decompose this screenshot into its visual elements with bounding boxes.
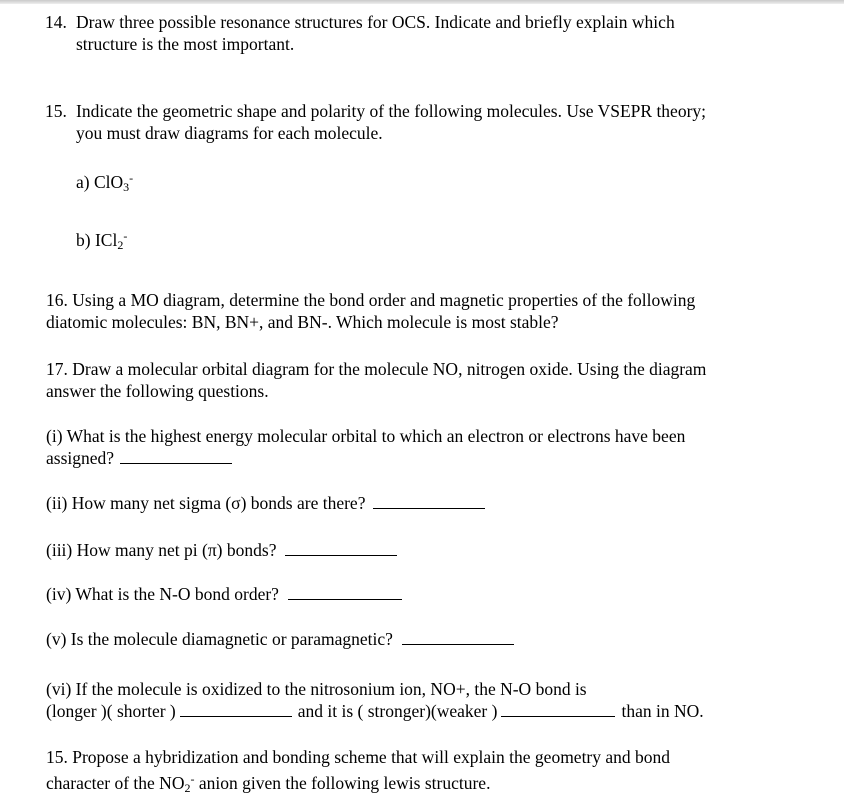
q14-line-1	[45, 11, 675, 33]
question-17	[46, 358, 706, 402]
q16-line-2: diatomic molecules: BN, BN+, and BN-. Which molecule is most stable?	[46, 312, 559, 332]
q17-ii-answer-blank[interactable]	[373, 493, 485, 509]
q17-line-2: answer the following questions.	[46, 381, 269, 401]
question-16	[46, 289, 695, 333]
q17-ii	[46, 492, 485, 514]
q15-part-b	[76, 229, 127, 251]
question-14	[45, 11, 675, 55]
q15-number: 15.	[45, 101, 67, 121]
q15-part-b-label: b)	[76, 230, 91, 250]
q17-vi-line-1: (vi) If the molecule is oxidized to the nitrosonium ion, NO+, the N-O bond is	[46, 679, 587, 699]
q17-i-answer-blank[interactable]	[120, 448, 232, 464]
q17-iii-answer-blank[interactable]	[285, 540, 397, 556]
q15-line-1	[45, 100, 706, 122]
q14-line-2: structure is the most important.	[76, 34, 295, 54]
q17-v-answer-blank[interactable]	[402, 629, 514, 645]
q15b-line-2: character of the $NO_2^-$ anion given the following lewis structure.	[46, 772, 491, 795]
question-15	[45, 100, 706, 144]
q15-part-a-label: a)	[76, 172, 90, 192]
q17-i-line-2: assigned?	[46, 447, 685, 469]
q17-vi-strength-blank[interactable]	[501, 701, 615, 717]
q17-iv-answer-blank[interactable]	[288, 584, 402, 600]
q17-v-text: (v) Is the molecule diamagnetic or paramagnetic?	[46, 629, 393, 649]
q15-part-b-formula: ICl$_2$-	[94, 229, 128, 252]
q16-line-1: 16. Using a MO diagram, determine the bond order and magnetic properties of the following	[46, 290, 696, 310]
q15-text-1: Indicate the geometric shape and polarity of the following molecules. Use VSEPR theory;	[76, 101, 707, 121]
page-top-border	[0, 0, 844, 4]
q17-iv-text: (iv) What is the N-O bond order?	[46, 584, 279, 604]
q14-number: 14.	[45, 12, 67, 32]
q17-v	[46, 628, 514, 650]
q17-iii	[46, 539, 397, 561]
question-15-hybridization	[46, 744, 670, 796]
q15b-line-1: 15. Propose a hybridization and bonding scheme that will explain the geometry and bond	[46, 747, 671, 767]
q17-ii-text: (ii) How many net sigma (σ) bonds are there?	[46, 493, 366, 513]
q17-vi-line-2: (longer )( shorter ) and it is ( stronger)(weaker ) than in NO.	[46, 701, 704, 721]
q17-iv	[46, 583, 402, 605]
q17-vi	[46, 678, 704, 722]
q17-iii-text: (iii) How many net pi (π) bonds?	[46, 540, 277, 560]
q17-i	[46, 425, 685, 469]
q14-text-1: Draw three possible resonance structures for OCS. Indicate and briefly explain which	[76, 12, 675, 32]
q15-line-2: you must draw diagrams for each molecule.	[76, 123, 383, 143]
q17-vi-length-blank[interactable]	[180, 701, 292, 717]
q17-line-1: 17. Draw a molecular orbital diagram for the molecule NO, nitrogen oxide. Using the diagram	[46, 359, 707, 379]
q15-part-a-formula: ClO$_3$-	[93, 171, 134, 194]
q15-part-a	[76, 171, 133, 193]
q17-i-line-1: (i) What is the highest energy molecular orbital to which an electron or electrons have been	[46, 426, 686, 446]
